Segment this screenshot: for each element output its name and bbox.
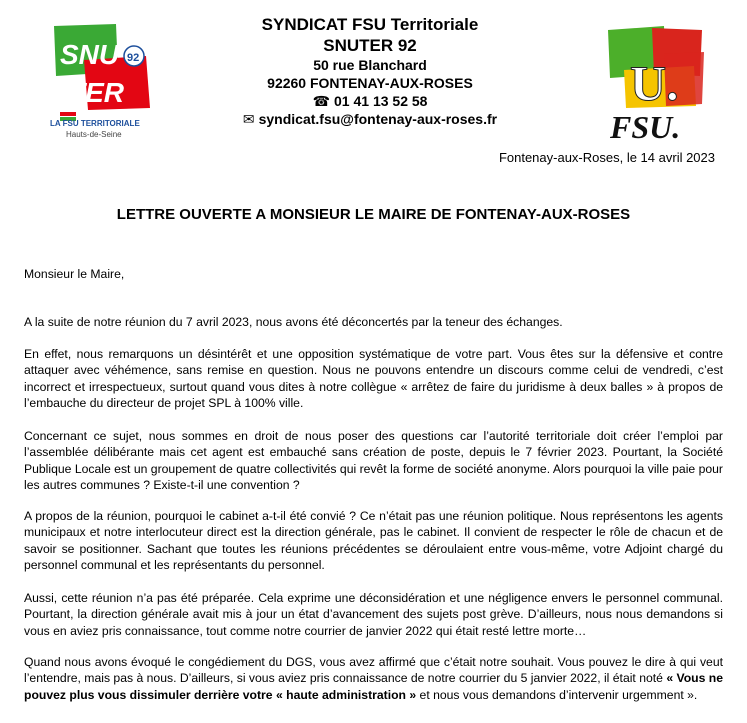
fsu-logo-bottom: FSU. [610, 109, 681, 142]
date-line: Fontenay-aux-Roses, le 14 avril 2023 [498, 150, 715, 165]
letter-title: LETTRE OUVERTE A MONSIEUR LE MAIRE DE FONTENAY-AUX-ROSES [116, 206, 631, 223]
snuter-logo-top: SNU [60, 39, 120, 70]
city-address: 92260 FONTENAY-AUX-ROSES [267, 75, 473, 91]
phone-number: 01 41 13 52 58 [334, 93, 428, 109]
salutation: Monsieur le Maire, [24, 267, 125, 281]
fsu-logo [604, 24, 708, 142]
paragraph-6-part1: Quand nous avons évoqué le congédiement du DGS, vous avez affirmé que c’était notre souhait. Vous pouvez le dire à qui veut l’entendre, mais pas à nous. D’ailleurs, si vous aviez pris connaissance de notre courrier du 5 janvier 2022, il était noté [24, 655, 723, 686]
snuter-logo-caption1: LA FSU TERRITORIALE [50, 119, 140, 128]
paragraph-6 [24, 654, 723, 703]
paragraph-6-part2: et nous vous demandons d’intervenir urgemment ». [416, 687, 698, 702]
letterhead [140, 14, 600, 128]
paragraph-2: En effet, nous remarquons un désintérêt et une opposition systématique de votre part. Vous êtes sur la défensive et contre attaquer avec véhémence, sans remise en question. Nous ne pouvons entendre un discours comme celui de vendredi, c’est incorrect et irrespectueux, surtout quand vous dites à notre collègue « arrêtez de faire du juridisme à deux balles » à propos de l’embauche du directeur de projet SPL à 100% ville. [24, 347, 723, 411]
paragraph-6-bold: « Vous ne pouvez plus vous dissimuler derrière votre « haute administration » [24, 671, 724, 702]
paragraph-3: Concernant ce sujet, nous sommes en droit de nous poser des questions car l’autorité territoriale doit créer l’emploi par l’assemblée délibérante mais cet agent est embauché sans création de poste, depuis le 7 février 2023. Pourtant, la Société Publique Locale est un groupement de quatre collectivités qui revêt la forme de société anonyme. Alors pourquoi la ville paie pour les autres communes ? Existe-t-il une convention ? [24, 429, 723, 493]
paragraph-4: A propos de la réunion, pourquoi le cabinet a-t-il été convié ? Ce n’était pas une réunion politique. Nous représentons les agents municipaux et notre interlocuteur direct est la direction générale, pas le cabinet. Il convient de respecter le rôle de chacun et de savoir se positionner. Sachant que toutes les réunions précédentes se déroulaient entre vous-même, votre Adjoint chargé du personnel communal et les représentants du personnel. [24, 509, 723, 573]
snuter-logo-bottom: TER [68, 77, 124, 108]
envelope-icon: ✉ [242, 111, 255, 127]
union-section: SNUTER 92 [323, 36, 417, 55]
fsu-logo-top: U. [630, 55, 679, 111]
phone-line [140, 92, 600, 110]
phone-icon: ☎ [312, 93, 331, 109]
street-address: 50 rue Blanchard [313, 57, 427, 73]
union-name: SYNDICAT FSU Territoriale [261, 15, 479, 34]
email-line [140, 110, 600, 128]
email-address[interactable]: syndicat.fsu@fontenay-aux-roses.fr [258, 111, 498, 127]
snuter-logo-badge: 92 [127, 52, 140, 64]
snuter-logo-caption2: Hauts-de-Seine [66, 130, 122, 139]
paragraph-5: Aussi, cette réunion n’a pas été préparée. Cela exprime une déconsidération et une négligence envers le personnel communal. Pourtant, la direction générale avait mis à jour un état d’avancement des sujets post grève. D’ailleurs, nous nous demandons si vous en aviez pris connaissance, tout comme notre courrier de janvier 2022 qui était resté lettre morte… [24, 591, 723, 638]
paragraph-1: A la suite de notre réunion du 7 avril 2023, nous avons été déconcertés par la teneur des échanges. [24, 315, 563, 329]
